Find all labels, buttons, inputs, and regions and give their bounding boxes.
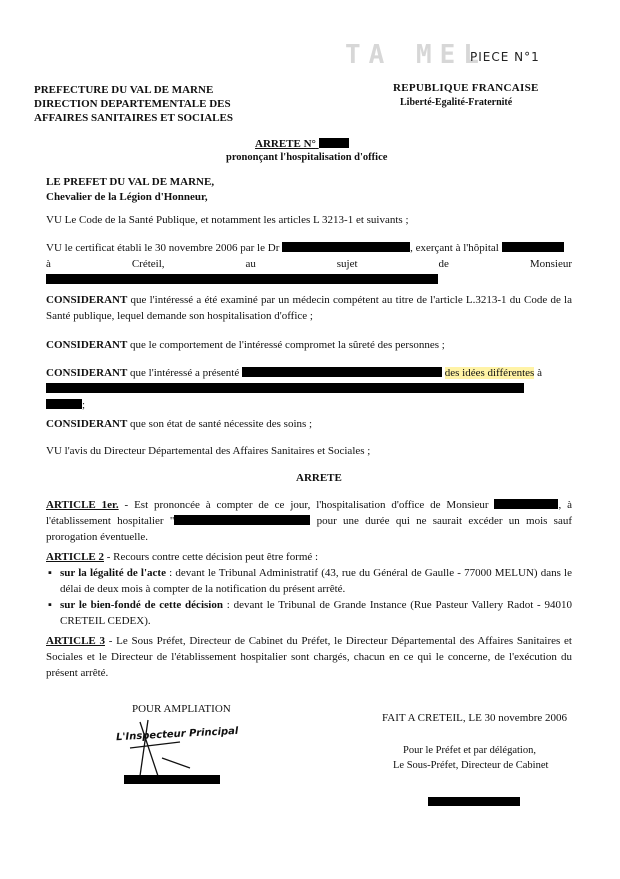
article-label: ARTICLE 1er. (46, 499, 119, 511)
considerant-1 (46, 292, 572, 324)
arrete-label: ARRETE N° (255, 138, 316, 150)
article-label: ARTICLE 2 (46, 551, 104, 563)
article-text-c: pour une durée qui ne saurait excéder un mois sauf prorogation éventuelle. (46, 515, 572, 543)
republique-motto: Liberté-Egalité-Fraternité (400, 97, 513, 108)
list-item (60, 565, 572, 597)
redaction (242, 367, 442, 377)
arrete-heading: ARRETE (296, 472, 342, 484)
prefet-line-2: Chevalier de la Légion d'Honneur, (46, 191, 208, 203)
recours-legalite-text: : devant le Tribunal Administratif (43, rue du Général de Gaulle - 77000 MELUN) dans le délai de deux mois à compter de la notification du présent arrêté. (60, 567, 572, 595)
considerant-2 (46, 337, 572, 353)
highlighted-text: des idées différentes (444, 367, 535, 379)
inspecteur-signature: L'Inspecteur Principal (115, 725, 239, 744)
vu2-a: VU le certificat établi le 30 novembre 2006 par le Dr (46, 242, 280, 254)
header-line-1: PREFECTURE DU VAL DE MARNE (34, 84, 214, 96)
considerant-label: CONSIDERANT (46, 418, 128, 430)
considerant-end: ; (82, 399, 86, 411)
fait-a-creteil: FAIT A CRETEIL, LE 30 novembre 2006 (382, 712, 568, 724)
handwritten-signature (100, 718, 230, 778)
article-text-b: , à l'établissement hospitalier " (46, 499, 573, 527)
redaction (124, 775, 220, 784)
vu-certificat (46, 240, 572, 288)
article-3 (46, 633, 572, 681)
considerant-3 (46, 365, 572, 413)
article-text-a: - Est prononcée à compter de ce jour, l'hospitalisation d'office de Monsieur (118, 499, 489, 511)
court-stamp: TA MEL (345, 40, 487, 70)
recours-bienfonde-text: : devant le Tribunal de Grande Instance (Rue Pasteur Vallery Radot - 94010 CRETEIL CEDEX). (60, 599, 572, 627)
article-1 (46, 497, 572, 545)
article-2 (46, 549, 572, 629)
delegation-line-1: Pour le Préfet et par délégation, (403, 745, 536, 756)
header-line-2: DIRECTION DEPARTEMENTALE DES (34, 98, 231, 110)
article-intro: - Recours contre cette décision peut être formé : (104, 551, 319, 563)
piece-number: PIECE N°1 (470, 50, 540, 64)
republique-title: REPUBLIQUE FRANCAISE (393, 82, 539, 94)
redaction (46, 383, 524, 393)
considerant-text: que l'intéressé a présenté (127, 367, 240, 379)
recours-legalite-label: sur la légalité de l'acte (60, 567, 166, 579)
vu-code: VU Le Code de la Santé Publique, et notamment les articles L 3213-1 et suivants ; (46, 214, 409, 226)
considerant-label: CONSIDERANT (46, 367, 128, 379)
considerant-text: que le comportement de l'intéressé compromet la sûreté des personnes ; (127, 339, 445, 351)
vu2-b: , exerçant à l'hôpital (410, 242, 499, 254)
header-line-3: AFFAIRES SANITAIRES ET SOCIALES (34, 112, 233, 124)
considerant-tail: à (534, 367, 542, 379)
considerant-text: que son état de santé nécessite des soins ; (127, 418, 313, 430)
arrete-number (255, 138, 349, 150)
redaction (502, 242, 564, 252)
considerant-label: CONSIDERANT (46, 339, 128, 351)
arrete-subtitle: prononçant l'hospitalisation d'office (226, 152, 388, 163)
prefecture-header (34, 83, 233, 125)
redaction (46, 399, 82, 409)
recours-list (46, 565, 572, 629)
redaction (174, 515, 310, 525)
redaction (319, 138, 349, 148)
redaction (428, 797, 520, 806)
article-label: ARTICLE 3 (46, 635, 105, 647)
considerant-4 (46, 416, 572, 432)
prefet-line-1: LE PREFET DU VAL DE MARNE, (46, 176, 215, 188)
article-text: - Le Sous Préfet, Directeur de Cabinet du Préfet, le Directeur Départemental des Affaires Sanitaires et Sociales et le Directeur de l'établissement hospitalier sont chargés, chacun en ce qui le concerne, de l'exécution du présent arrêté. (46, 635, 572, 679)
redaction (494, 499, 558, 509)
prefet-block (46, 175, 214, 205)
considerant-text: que l'intéressé a été examiné par un médecin compétent au titre de l'article L.3213-1 du Code de la Santé publique, lequel demande son hospitalisation d'office ; (46, 294, 572, 322)
considerant-label: CONSIDERANT (46, 294, 128, 306)
redaction (282, 242, 410, 252)
vu2-c: à Créteil, au sujet de Monsieur (46, 258, 572, 270)
recours-bienfonde-label: sur le bien-fondé de cette décision (60, 599, 223, 611)
pour-ampliation: POUR AMPLIATION (132, 703, 231, 715)
vu-avis: VU l'avis du Directeur Départemental des Affaires Sanitaires et Sociales ; (46, 445, 371, 457)
delegation-line-2: Le Sous-Préfet, Directeur de Cabinet (393, 760, 549, 771)
redaction (46, 274, 438, 284)
list-item (60, 597, 572, 629)
